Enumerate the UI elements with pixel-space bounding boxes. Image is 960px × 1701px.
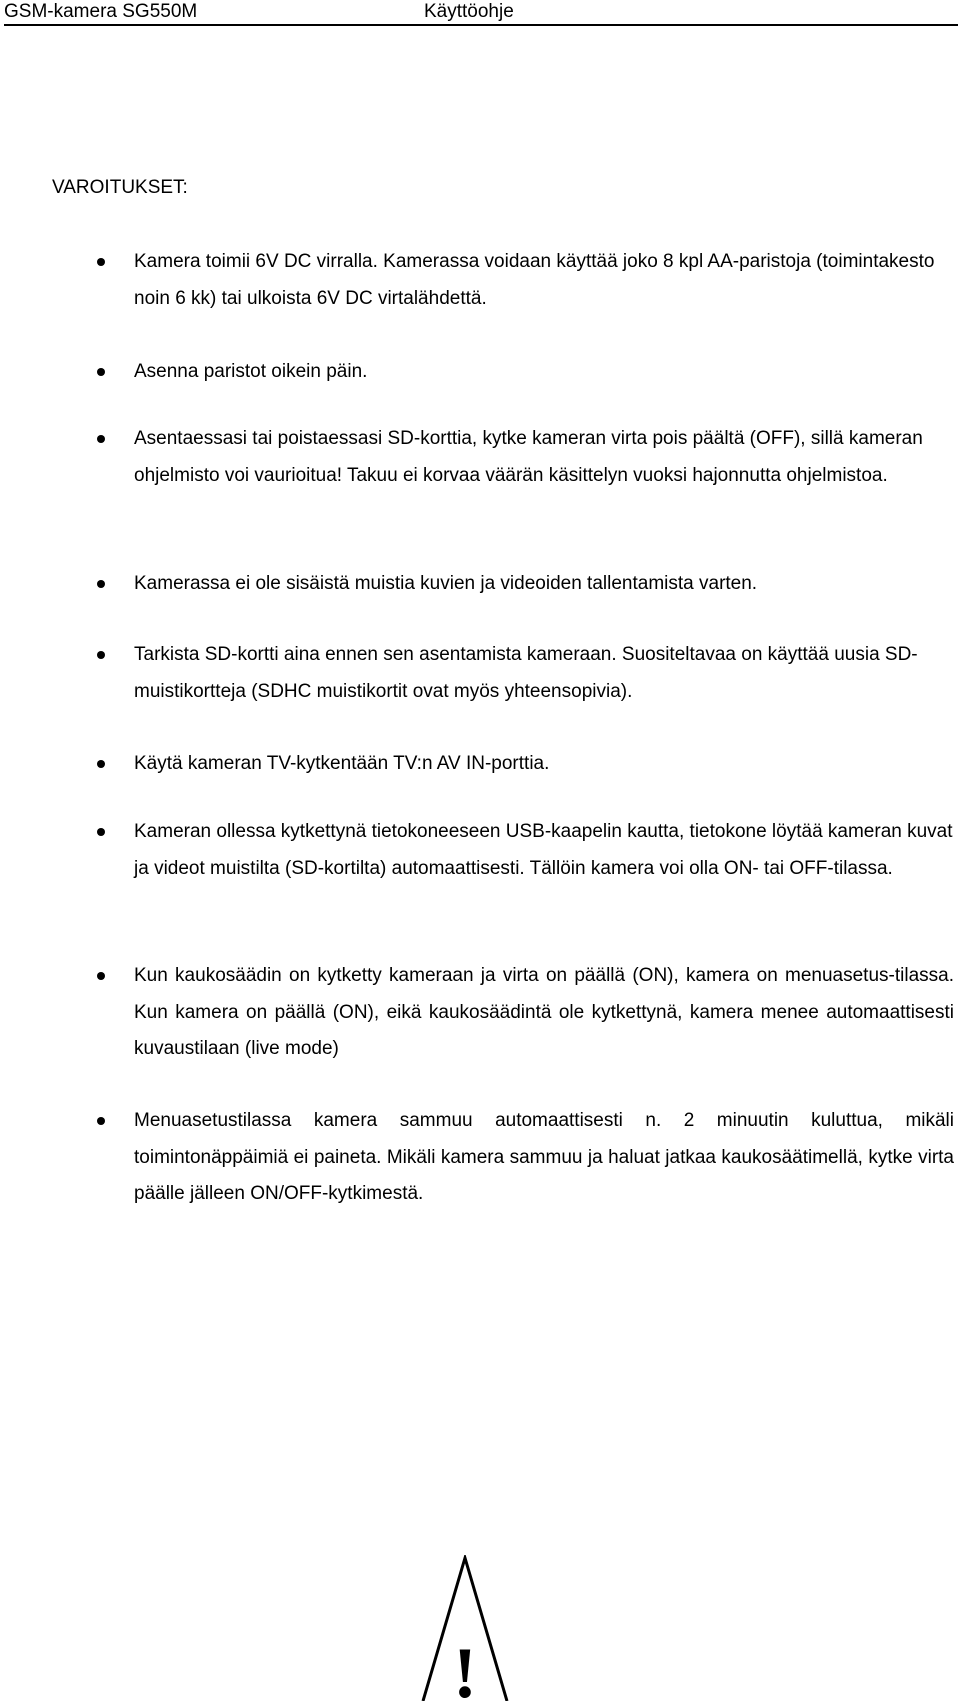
warning-text: Menuasetustilassa kamera sammuu automaattisesti n. 2 minuutin kuluttua, mikäli toimintonäppäimiä ei paineta. Mikäli kamera sammuu ja haluat jatkaa kaukosäätimellä, kytke virta päälle jälleen ON/OFF-kytkimestä. <box>134 1110 954 1204</box>
bullet-icon <box>97 258 105 266</box>
warning-text: Kamerassa ei ole sisäistä muistia kuvien ja videoiden tallentamista varten. <box>134 573 758 594</box>
warning-item-battery-orientation <box>134 354 954 391</box>
warning-item-tv-connection <box>134 746 954 783</box>
page-header <box>4 0 958 26</box>
warning-item-remote-control <box>134 958 954 1068</box>
document-type-title: Käyttöohje <box>424 1 514 22</box>
document-product-name: GSM-kamera SG550M <box>4 1 198 22</box>
warning-text: Käytä kameran TV-kytkentään TV:n AV IN-porttia. <box>134 753 550 774</box>
bullet-icon <box>97 368 105 376</box>
warning-text: Kameran ollessa kytkettynä tietokoneeseen USB-kaapelin kautta, tietokone löytää kameran kuvat ja videot muistilta (SD-kortilta) automaattisesti. Tällöin kamera voi olla ON- tai OFF-tilassa. <box>134 821 953 879</box>
bullet-icon <box>97 1117 105 1125</box>
warning-item-usb-connection <box>134 814 954 887</box>
warning-item-auto-shutdown <box>134 1103 954 1213</box>
warning-text: Tarkista SD-kortti aina ennen sen asentamista kameraan. Suositeltavaa on käyttää uusia SD-muistikortteja (SDHC muistikortit ovat myös yhteensopivia). <box>134 644 918 702</box>
exclamation-mark-icon: ! <box>453 1633 477 1701</box>
warning-item-internal-memory <box>134 566 954 603</box>
bullet-icon <box>97 435 105 443</box>
warning-triangle-icon <box>420 1555 510 1701</box>
warning-text: Kamera toimii 6V DC virralla. Kamerassa voidaan käyttää joko 8 kpl AA-paristoja (toimintakesto noin 6 kk) tai ulkoista 6V DC virtalähdettä. <box>134 251 935 309</box>
warning-item-sd-card-check <box>134 637 954 710</box>
section-title: VAROITUKSET: <box>52 177 188 198</box>
bullet-icon <box>97 760 105 768</box>
warning-text: Kun kaukosäädin on kytketty kameraan ja virta on päällä (ON), kamera on menuasetus-tilassa. Kun kamera on päällä (ON), eikä kaukosäädintä ole kytkettynä, kamera menee automaattisesti kuvaustilaan (live mode) <box>134 965 954 1059</box>
bullet-icon <box>97 972 105 980</box>
warning-item-sd-card-power <box>134 421 954 494</box>
warning-text: Asentaessasi tai poistaessasi SD-korttia, kytke kameran virta pois päältä (OFF), sillä kameran ohjelmisto voi vaurioitua! Takuu ei korvaa väärän käsittelyn vuoksi hajonnutta ohjelmistoa. <box>134 428 923 486</box>
bullet-icon <box>97 580 105 588</box>
bullet-icon <box>97 651 105 659</box>
warning-text: Asenna paristot oikein päin. <box>134 361 368 382</box>
bullet-icon <box>97 828 105 836</box>
warning-item-power <box>134 244 954 317</box>
